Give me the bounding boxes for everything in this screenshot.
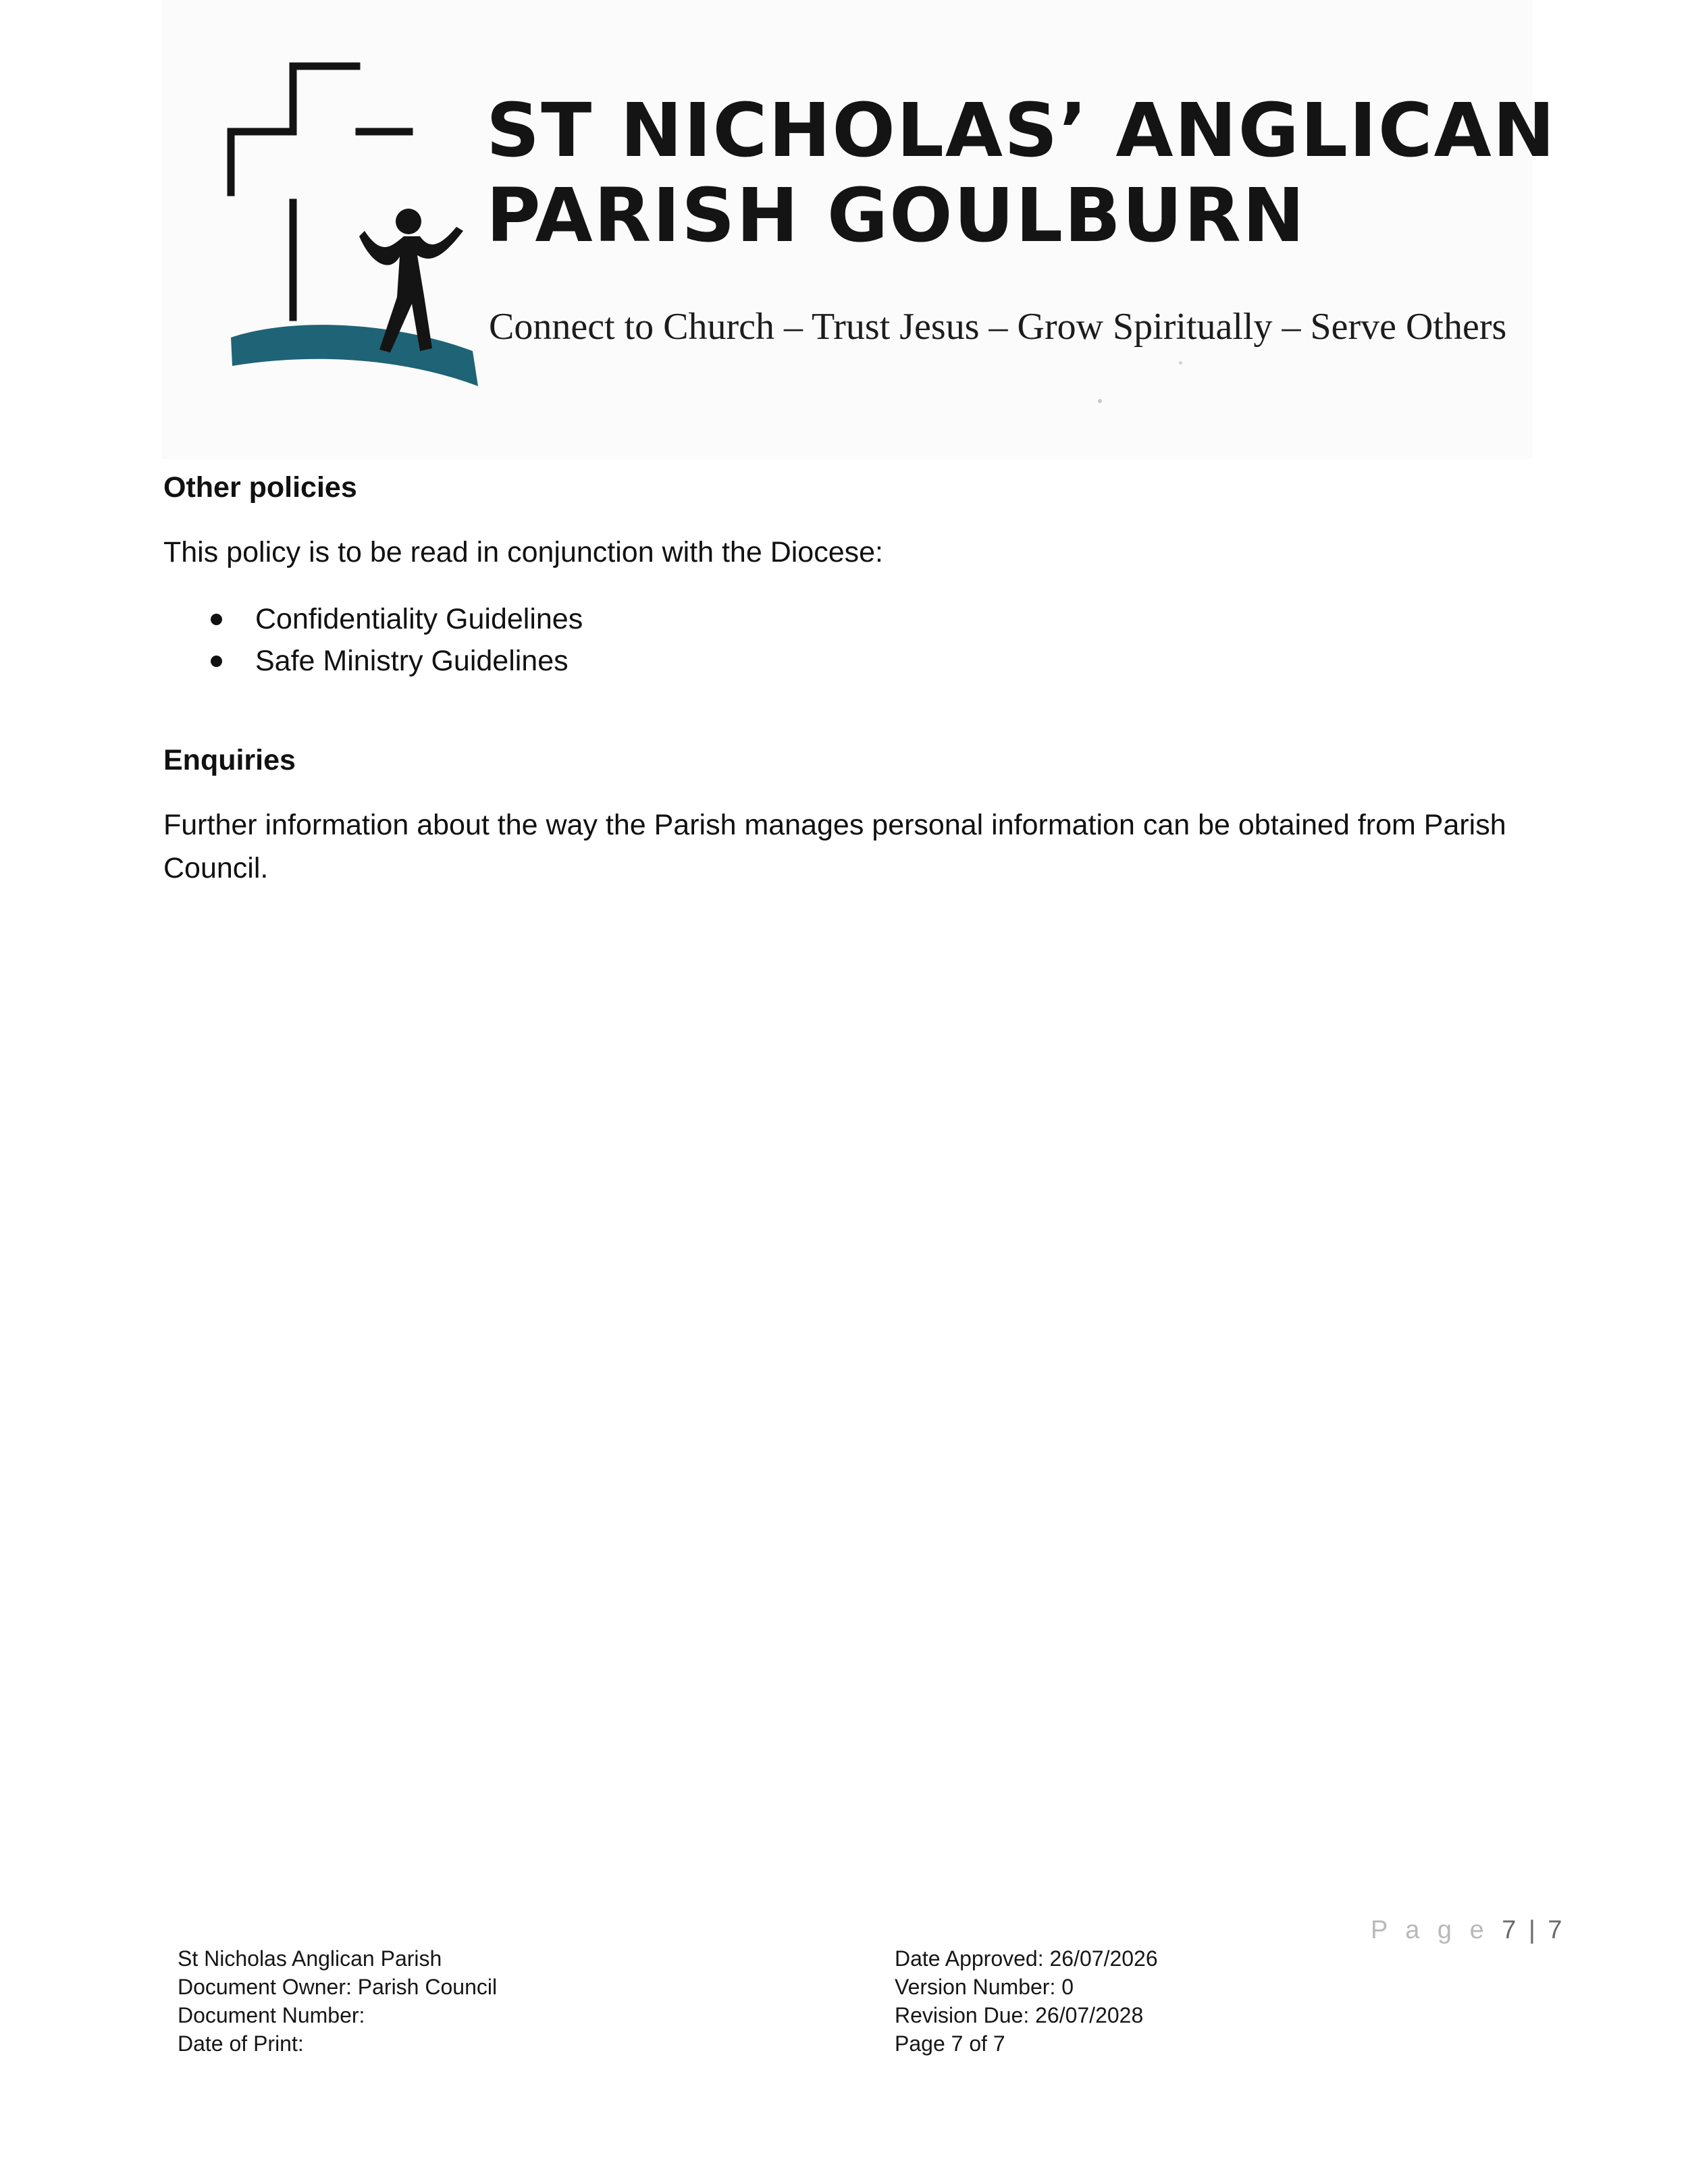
page-indicator-value: 7 | 7	[1502, 1916, 1565, 1944]
other-policies-intro: This policy is to be read in conjunction with the Diocese:	[163, 536, 883, 568]
footer-page-count: Page 7 of 7	[895, 2031, 1005, 2056]
footer-parish: St Nicholas Anglican Parish	[178, 1946, 442, 1971]
speck	[1179, 361, 1182, 365]
list-item-text: Safe Ministry Guidelines	[255, 645, 569, 677]
enquiries-heading: Enquiries	[163, 744, 296, 776]
page-indicator-label: P a g e	[1371, 1916, 1489, 1944]
footer-date-of-print: Date of Print:	[178, 2031, 304, 2056]
page-indicator	[1371, 1916, 1565, 1945]
other-policies-heading: Other policies	[163, 471, 357, 504]
footer-right	[895, 1944, 1158, 2058]
letterhead	[162, 0, 1556, 459]
bullet-icon	[211, 614, 222, 625]
footer-document-owner: Document Owner: Parish Council	[178, 1975, 498, 1999]
footer-left	[178, 1944, 497, 2058]
speck	[1098, 399, 1102, 403]
list-item-text: Confidentiality Guidelines	[255, 603, 583, 635]
bullet-icon	[211, 656, 222, 667]
swoosh-shape	[231, 325, 478, 386]
footer-revision-due: Revision Due: 26/07/2028	[895, 2003, 1144, 2027]
tagline: Connect to Church – Trust Jesus – Grow Spiritually – Serve Others	[489, 306, 1507, 348]
policy-list	[163, 598, 583, 682]
cross-and-figure-logo-icon	[189, 54, 486, 405]
list-item	[163, 598, 583, 640]
footer-document-number: Document Number:	[178, 2003, 365, 2027]
parish-name-line2: PARISH GOULBURN	[486, 172, 1307, 259]
footer-date-approved: Date Approved: 26/07/2026	[895, 1946, 1158, 1971]
parish-name	[486, 87, 1556, 259]
parish-name-line1: ST NICHOLAS’ ANGLICAN	[486, 87, 1556, 174]
enquiries-body: Further information about the way the Parish manages personal information can be obtained from Parish Council.	[163, 809, 1506, 884]
list-item	[163, 640, 583, 682]
footer-version-number: Version Number: 0	[895, 1975, 1074, 1999]
